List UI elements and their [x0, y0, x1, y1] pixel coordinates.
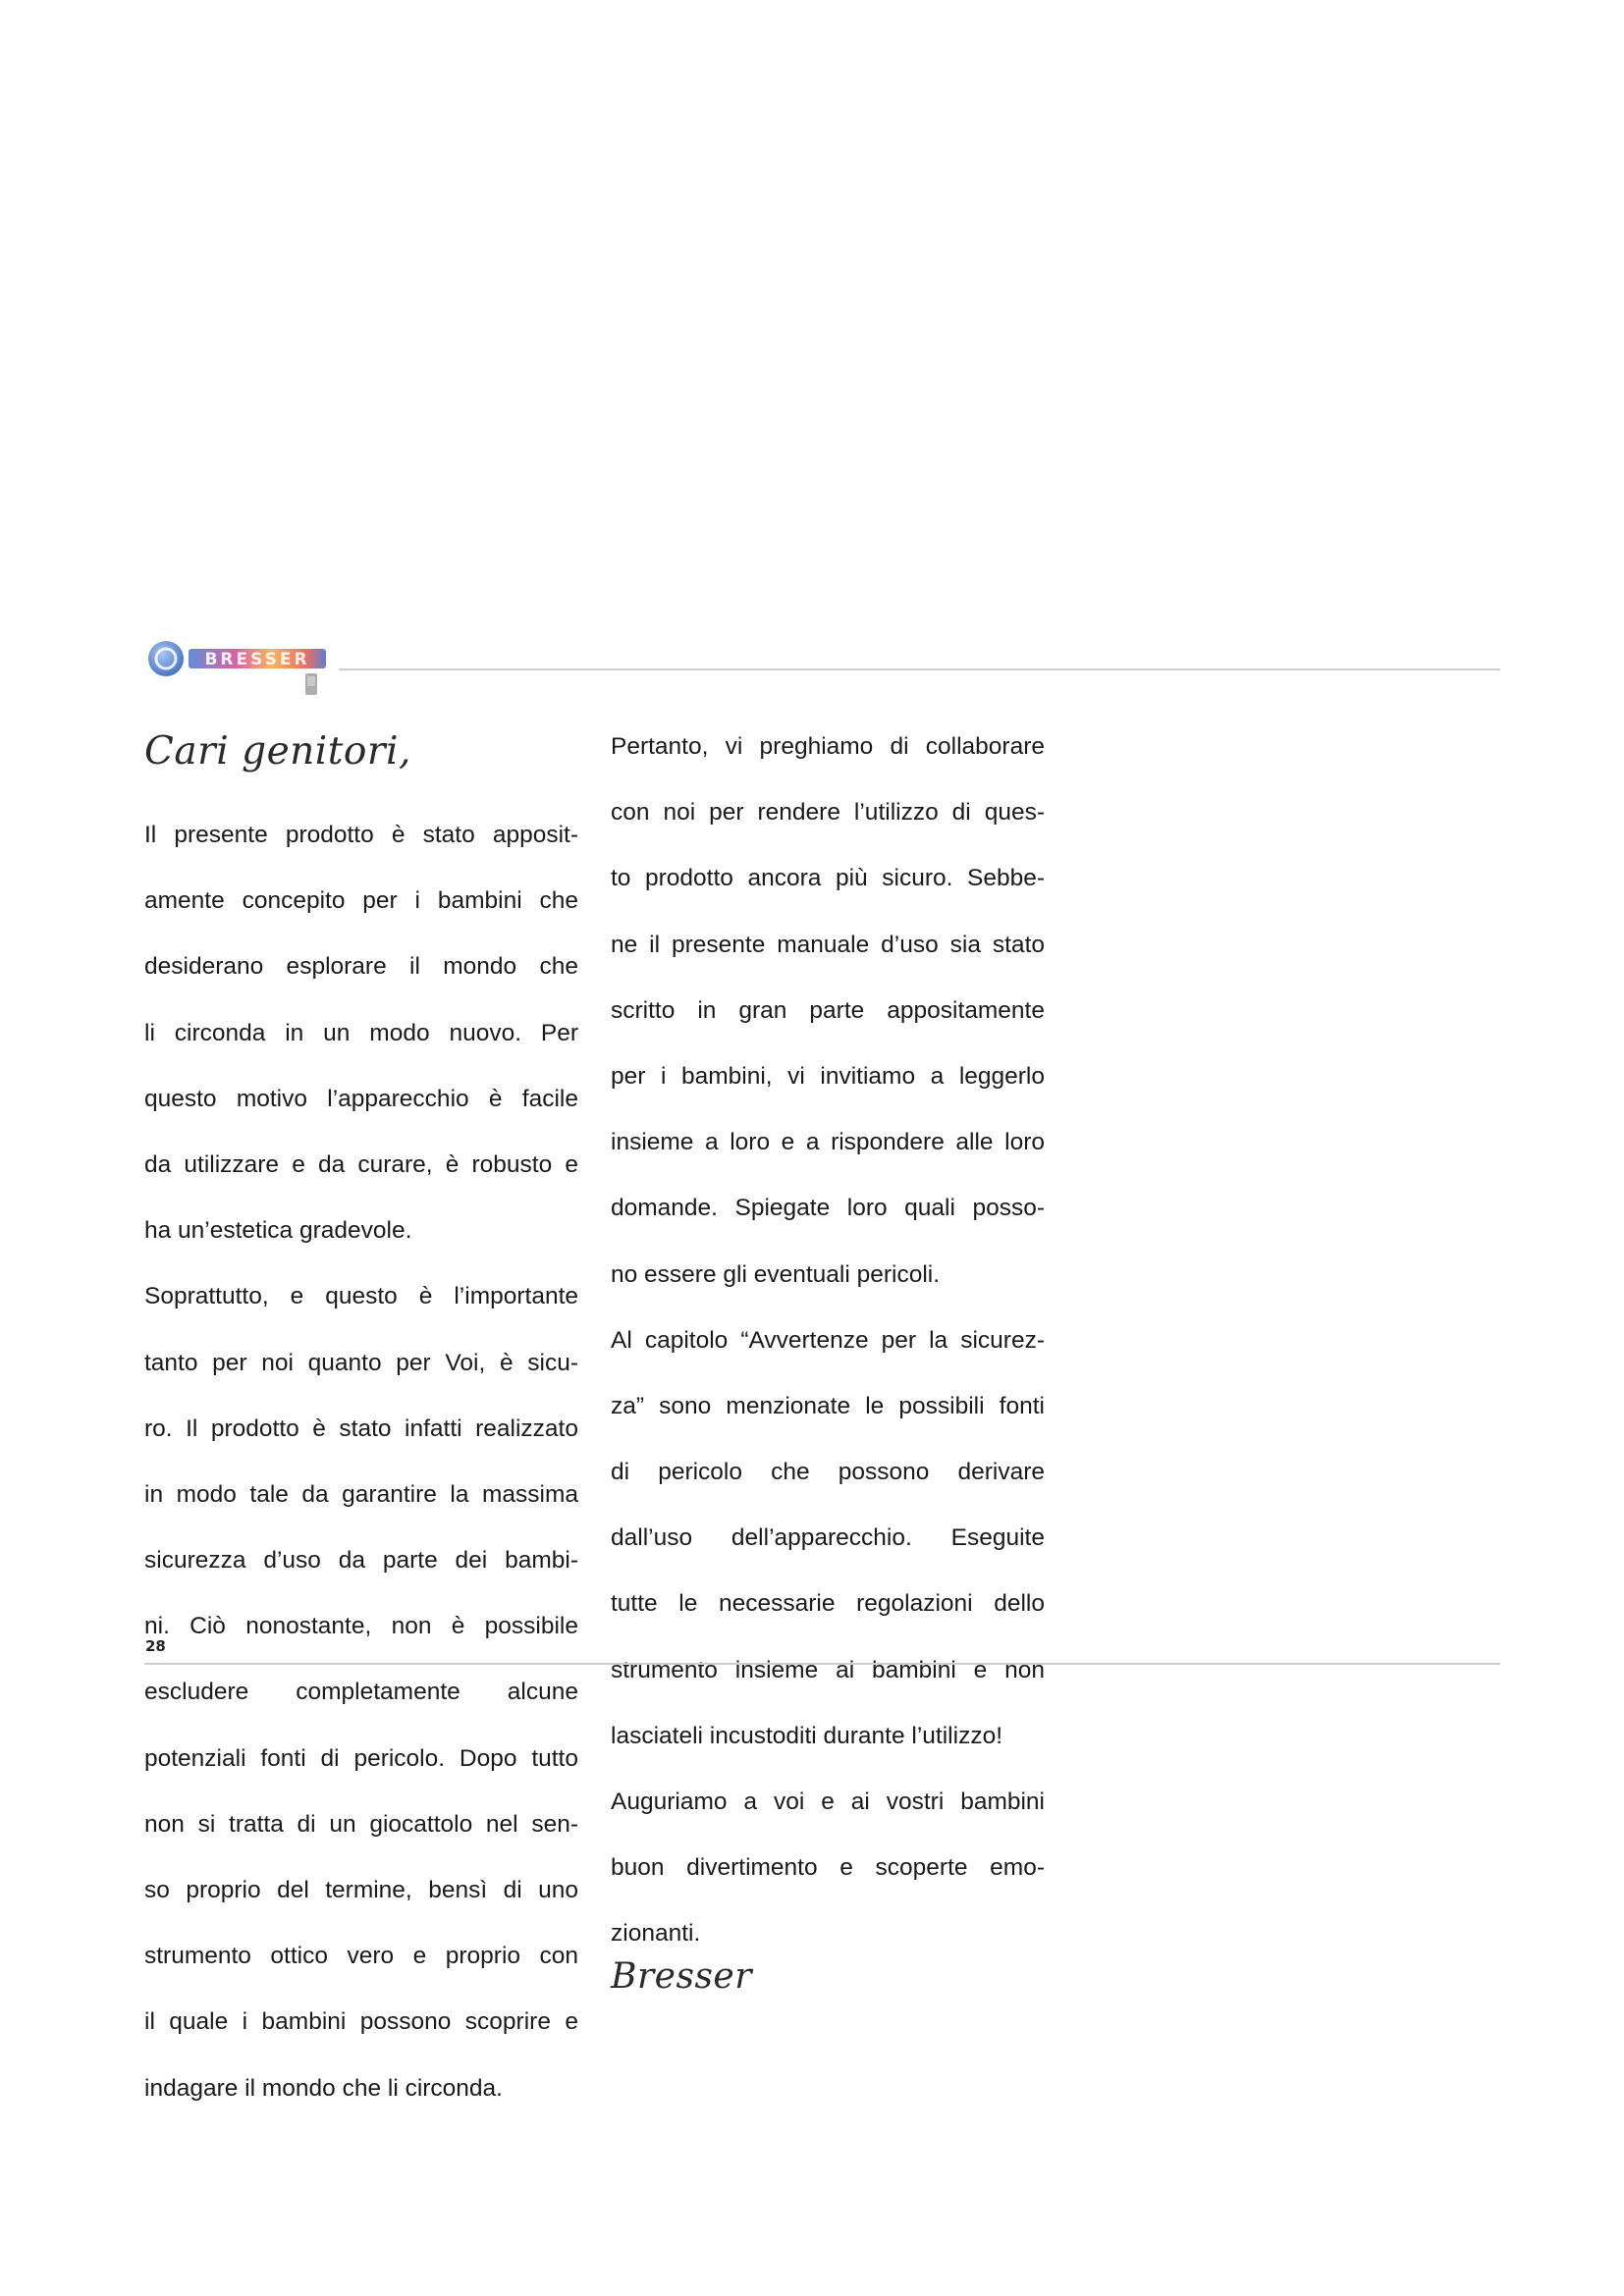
text-line: per i bambini, vi invitiamo a leggerlo — [611, 1062, 1045, 1090]
text-line: ne il presente manuale d’uso sia stato — [611, 931, 1045, 958]
text-line: zionanti. — [611, 1920, 701, 1948]
text-line: so proprio del termine, bensì di uno — [144, 1877, 578, 1903]
text-line: Il presente prodotto è stato apposit- — [144, 822, 578, 848]
text-line: tanto per noi quanto per Voi, è sicu- — [144, 1349, 578, 1376]
text-line: domande. Spiegate loro quali posso- — [611, 1195, 1045, 1222]
text-line: Pertanto, vi preghiamo di collaborare — [611, 733, 1045, 760]
letter-signature: Bresser — [611, 1955, 752, 1997]
text-line: scritto in gran parte appositamente — [611, 996, 1045, 1024]
letter-left-column — [144, 728, 578, 2105]
paragraph — [611, 1786, 1045, 1950]
text-line: in modo tale da garantire la massima — [144, 1480, 578, 1508]
footer-divider — [144, 1663, 1500, 1665]
left-paragraphs — [144, 819, 578, 2105]
text-line: dall’uso dell’apparecchio. Eseguite — [611, 1524, 1045, 1552]
letter-greeting: Cari genitori, — [144, 729, 411, 774]
page-number: 28 — [145, 1637, 166, 1655]
bresser-logo — [145, 640, 332, 703]
text-line: potenziali fonti di pericolo. Dopo tutto — [144, 1744, 578, 1772]
text-line: za” sono menzionate le possibili fonti — [611, 1392, 1045, 1419]
paragraph — [144, 819, 578, 1248]
text-line: to prodotto ancora più sicuro. Sebbe- — [611, 865, 1045, 892]
text-line: indagare il mondo che li circonda. — [144, 2074, 503, 2102]
right-paragraphs — [611, 730, 1045, 1950]
text-line: Al capitolo “Avvertenze per la sicurez- — [611, 1326, 1045, 1354]
text-line: il quale i bambini possono scoprire e — [144, 2008, 578, 2036]
text-line: amente concepito per i bambini che — [144, 887, 578, 915]
text-line: non si tratta di un giocattolo nel sen- — [144, 1810, 578, 1838]
text-line: Auguriamo a voi e ai vostri bambini — [611, 1789, 1045, 1815]
paragraph — [611, 730, 1045, 1291]
text-line: Soprattutto, e questo è l’importante — [144, 1283, 578, 1310]
text-line: tutte le necessarie regolazioni dello — [611, 1590, 1045, 1618]
text-line: no essere gli eventuali pericoli. — [611, 1260, 941, 1288]
text-line: desiderano esplorare il mondo che — [144, 953, 578, 981]
text-line: strumento ottico vero e proprio con — [144, 1943, 578, 1970]
text-line: con noi per rendere l’utilizzo di ques- — [611, 799, 1045, 827]
text-line: di pericolo che possono derivare — [611, 1459, 1045, 1486]
text-line: ro. Il prodotto è stato infatti realizzato — [144, 1415, 578, 1442]
text-line: escludere completamente alcune — [144, 1679, 578, 1706]
text-line: insieme a loro e a rispondere alle loro — [611, 1129, 1045, 1156]
text-line: questo motivo l’apparecchio è facile — [144, 1085, 578, 1112]
text-line: li circonda in un modo nuovo. Per — [144, 1019, 578, 1046]
text-line: ha un’estetica gradevole. — [144, 1217, 412, 1245]
logo-wordmark: BRESSER — [204, 650, 310, 669]
text-line: da utilizzare e da curare, è robusto e — [144, 1150, 578, 1178]
text-line: ni. Ciò nonostante, non è possibile — [144, 1613, 578, 1640]
letter-right-column — [611, 730, 1045, 1997]
text-line: strumento insieme ai bambini e non — [611, 1656, 1045, 1683]
text-line: lasciateli incustoditi durante l’utilizzo! — [611, 1722, 1002, 1749]
paragraph — [144, 1280, 578, 2105]
text-line: sicurezza d’uso da parte dei bambi- — [144, 1547, 578, 1575]
header-divider — [339, 668, 1500, 670]
text-line: buon divertimento e scoperte emo- — [611, 1854, 1045, 1882]
paragraph — [611, 1324, 1045, 1753]
